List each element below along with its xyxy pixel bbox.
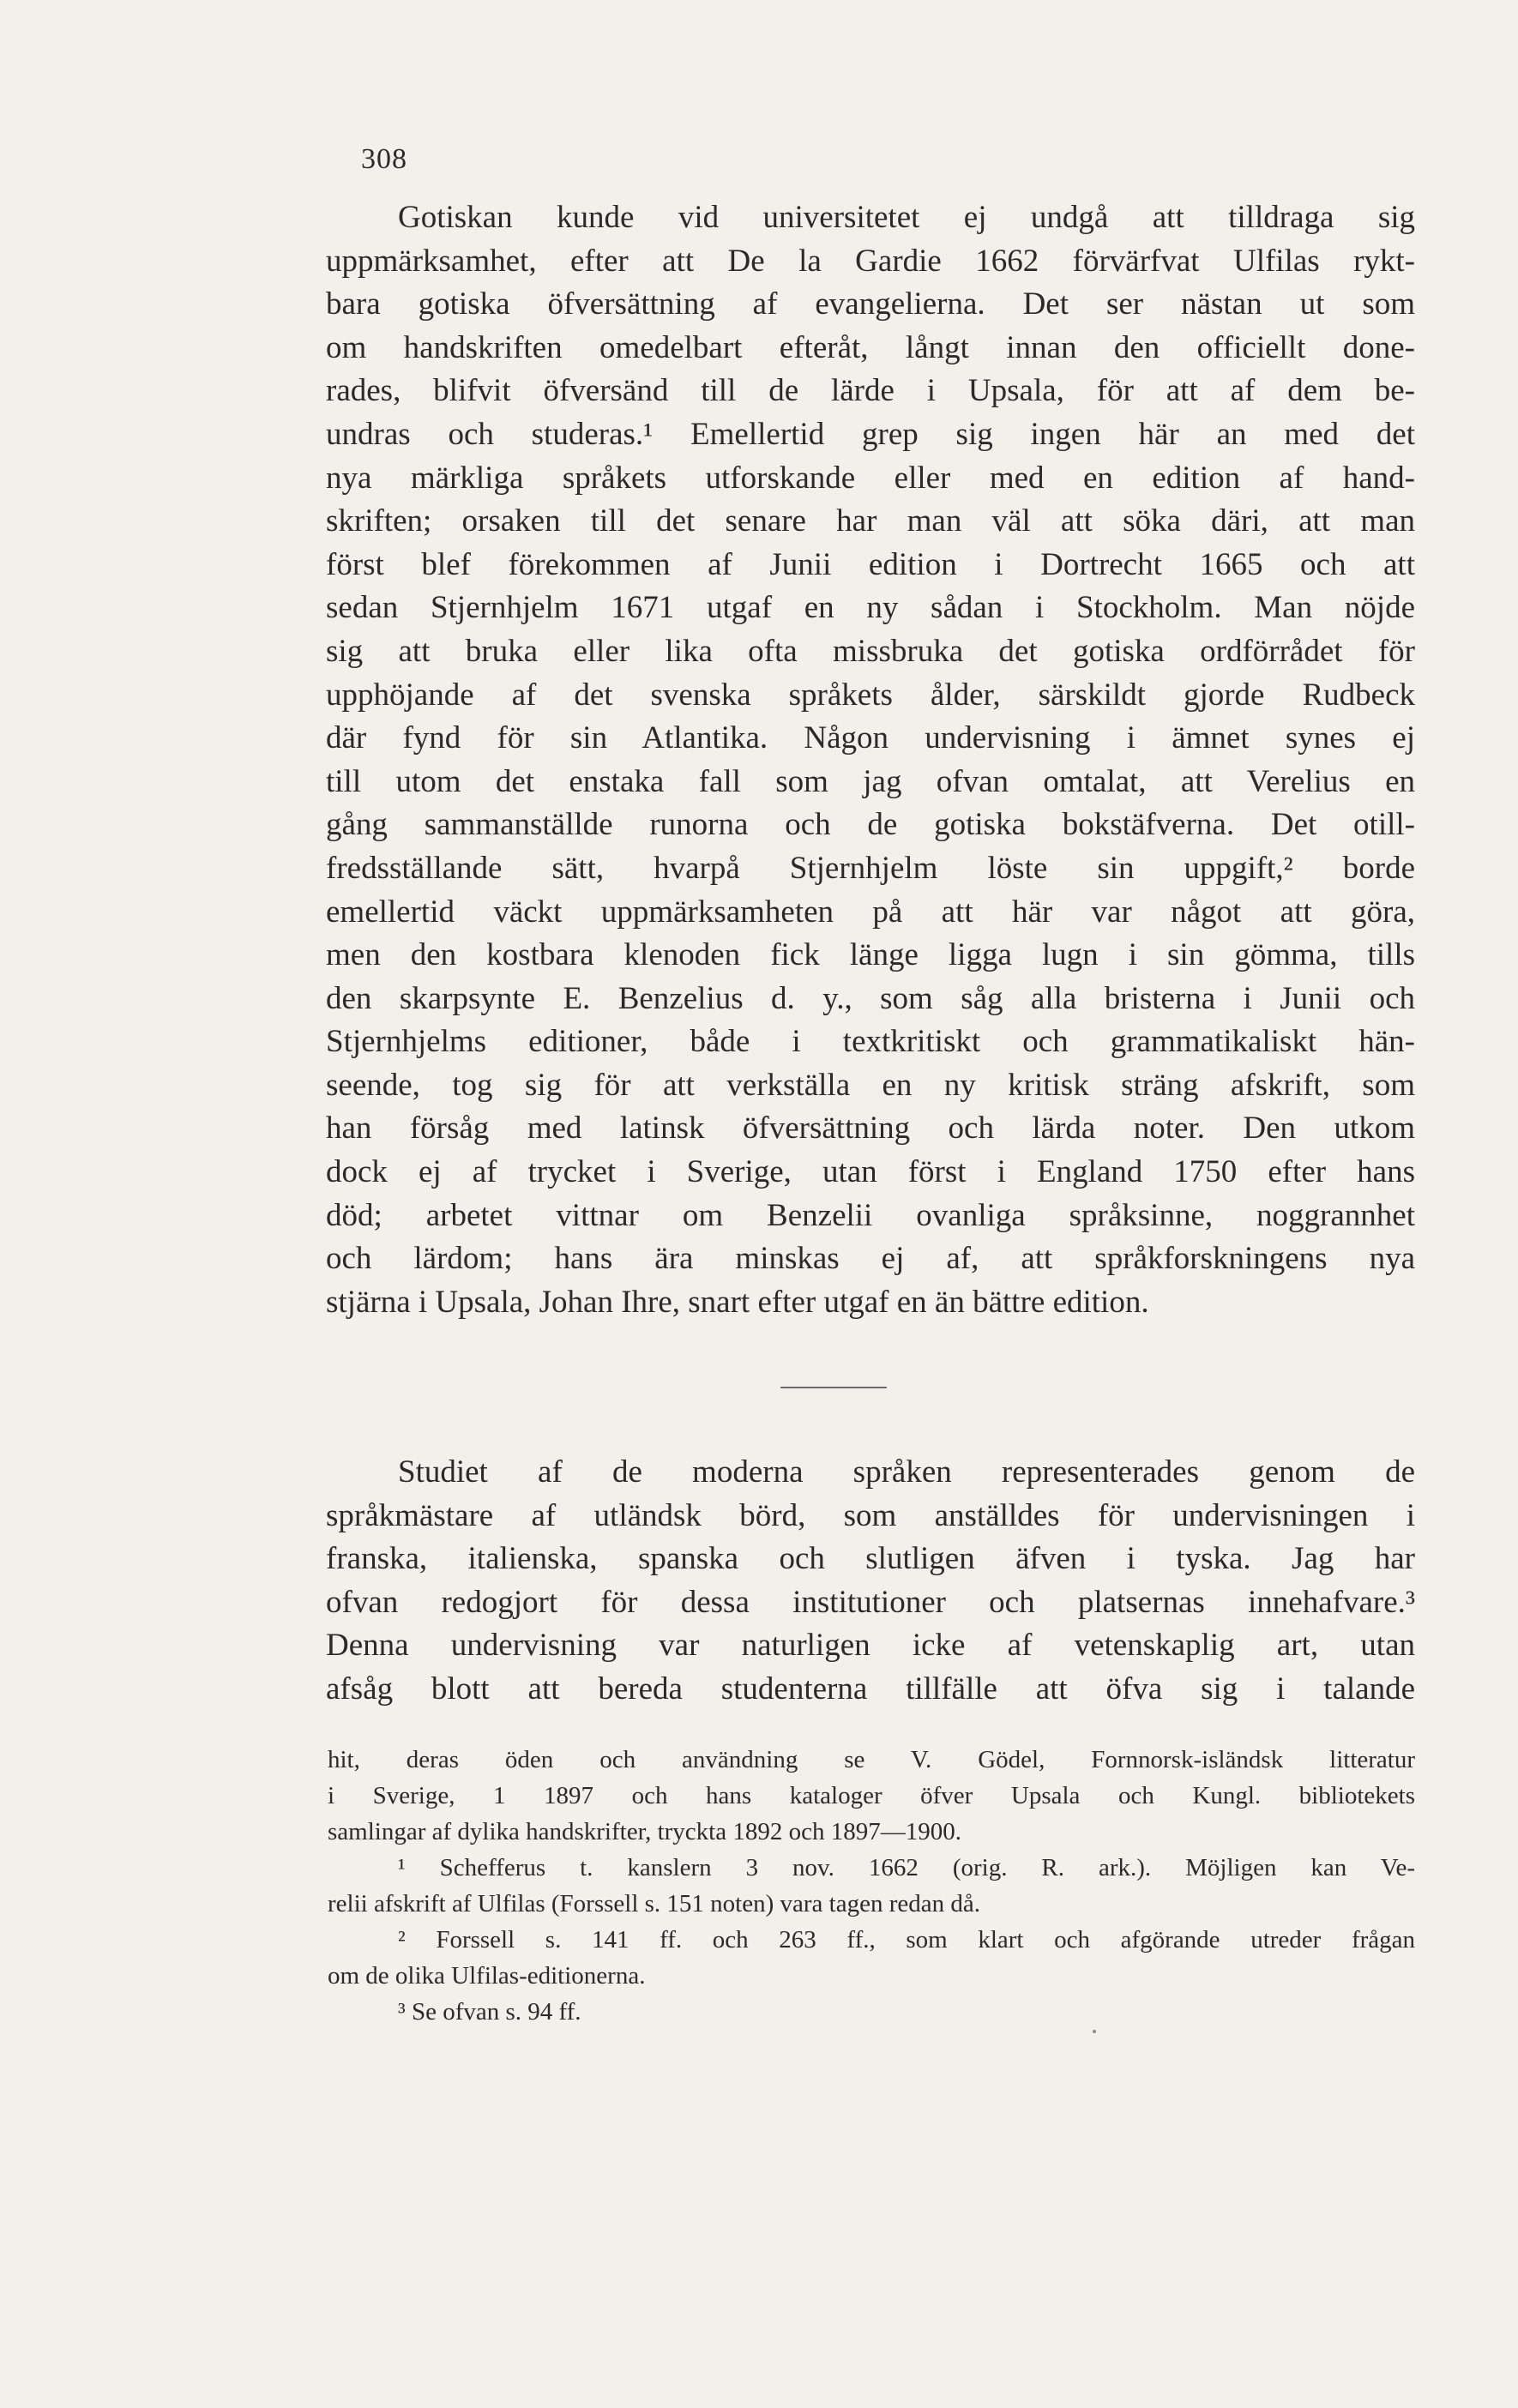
- text-line: rades, blifvit öfversänd till de lärde i Upsala, för att af dem be-: [326, 373, 1415, 409]
- text-line: sedan Stjernhjelm 1671 utgaf en ny sådan i Stockholm. Man nöjde: [326, 590, 1415, 626]
- text-line: och lärdom; hans ära minskas ej af, att språkforskningens nya: [326, 1241, 1415, 1277]
- print-speck: [1093, 2030, 1096, 2033]
- text-line: den skarpsynte E. Benzelius d. y., som såg alla bristerna i Junii och: [326, 980, 1415, 1016]
- body-text-modern-languages-section: [326, 1451, 1415, 1712]
- text-line: Gotiskan kunde vid universitetet ej undgå att tilldraga sig: [398, 200, 1415, 235]
- text-line: först blef förekommen af Junii edition i Dortrecht 1665 och att: [326, 546, 1415, 582]
- text-line: nya märkliga språkets utforskande eller med en edition af hand-: [326, 460, 1415, 496]
- footnote-line: samlingar af dylika handskrifter, tryckta 1892 och 1897—1900.: [328, 1818, 961, 1845]
- text-line: stjärna i Upsala, Johan Ihre, snart efter utgaf en än bättre edition.: [326, 1284, 1149, 1320]
- footnote-line: hit, deras öden och användning se V. Gödel, Fornnorsk-isländsk litteratur: [328, 1746, 1415, 1773]
- text-line: Studiet af de moderna språken representerades genom de: [398, 1454, 1415, 1490]
- text-line: Denna undervisning var naturligen icke af vetenskaplig art, utan: [326, 1628, 1415, 1664]
- footnotes: [328, 1742, 1415, 2030]
- text-line: om handskriften omedelbart efteråt, långt innan den officiellt done-: [326, 329, 1415, 365]
- text-line: undras och studeras.¹ Emellertid grep sig ingen här an med det: [326, 416, 1415, 452]
- text-line: franska, italienska, spanska och slutligen äfven i tyska. Jag har: [326, 1541, 1415, 1577]
- text-line: till utom det enstaka fall som jag ofvan omtalat, att Verelius en: [326, 763, 1415, 799]
- text-line: uppmärksamhet, efter att De la Gardie 1662 förvärfvat Ulfilas rykt-: [326, 243, 1415, 279]
- text-line: dock ej af trycket i Sverige, utan först i England 1750 efter hans: [326, 1154, 1415, 1190]
- text-line: ofvan redogjort för dessa institutioner och platsernas innehafvare.³: [326, 1584, 1415, 1620]
- section-divider: [780, 1387, 887, 1388]
- body-text-gothic-section: [326, 196, 1415, 1324]
- text-line: afsåg blott att bereda studenterna tillfälle att öfva sig i talande: [326, 1671, 1415, 1707]
- text-line: upphöjande af det svenska språkets ålder, särskildt gjorde Rudbeck: [326, 677, 1415, 713]
- page-number: 308: [361, 143, 407, 175]
- text-line: Stjernhjelms editioner, både i textkritiskt och grammatikaliskt hän-: [326, 1024, 1415, 1060]
- footnote-line: ¹ Schefferus t. kanslern 3 nov. 1662 (orig. R. ark.). Möjligen kan Ve-: [398, 1854, 1415, 1881]
- footnote-line: relii afskrift af Ulfilas (Forssell s. 151 noten) vara tagen redan då.: [328, 1890, 980, 1917]
- text-line: där fynd för sin Atlantika. Någon undervisning i ämnet synes ej: [326, 720, 1415, 756]
- text-line: han försåg med latinsk öfversättning och lärda noter. Den utkom: [326, 1111, 1415, 1147]
- text-line: fredsställande sätt, hvarpå Stjernhjelm löste sin uppgift,² borde: [326, 850, 1415, 886]
- text-line: sig att bruka eller lika ofta missbruka det gotiska ordförrådet för: [326, 633, 1415, 669]
- text-line: bara gotiska öfversättning af evangelierna. Det ser nästan ut som: [326, 286, 1415, 322]
- text-line: gång sammanställde runorna och de gotiska bokstäfverna. Det otill-: [326, 807, 1415, 843]
- text-line: seende, tog sig för att verkställa en ny kritisk sträng afskrift, som: [326, 1067, 1415, 1103]
- footnote-line: ² Forssell s. 141 ff. och 263 ff., som klart och afgörande utreder frågan: [398, 1926, 1415, 1953]
- text-line: språkmästare af utländsk börd, som anställdes för undervisningen i: [326, 1497, 1415, 1533]
- text-line: men den kostbara klenoden fick länge ligga lugn i sin gömma, tills: [326, 937, 1415, 973]
- text-line: död; arbetet vittnar om Benzelii ovanliga språksinne, noggrannhet: [326, 1197, 1415, 1233]
- footnote-line: ³ Se ofvan s. 94 ff.: [398, 1998, 581, 2026]
- footnote-line: i Sverige, 1 1897 och hans kataloger öfver Upsala och Kungl. bibliotekets: [328, 1782, 1415, 1809]
- footnote-line: om de olika Ulfilas-editionerna.: [328, 1962, 646, 1990]
- text-line: emellertid väckt uppmärksamheten på att här var något att göra,: [326, 894, 1415, 930]
- text-line: skriften; orsaken till det senare har man väl att söka däri, att man: [326, 503, 1415, 539]
